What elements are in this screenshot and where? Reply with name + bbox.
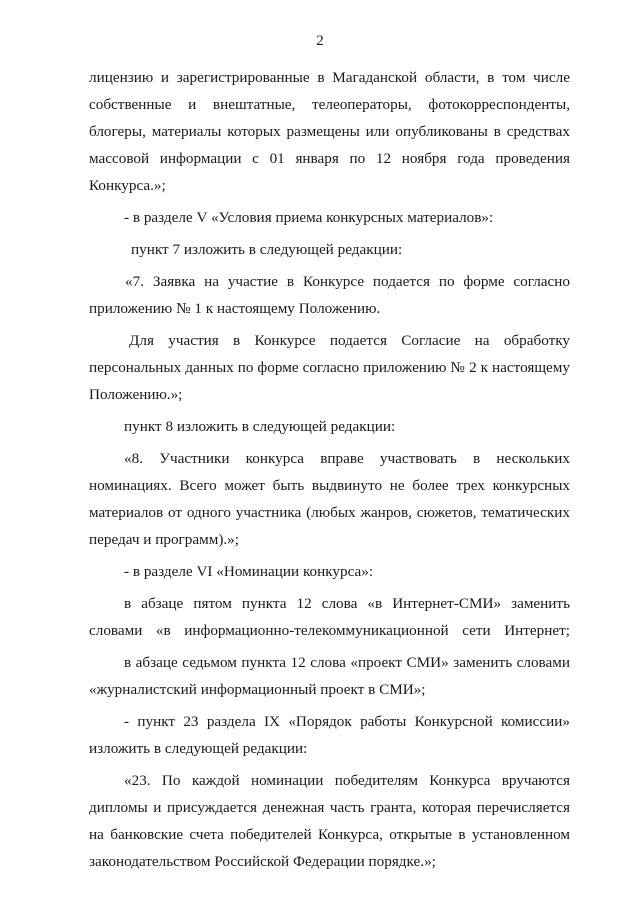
- text-line: Конкурса.»;: [89, 177, 166, 194]
- text-line: пункт 8 изложить в следующей редакции:: [124, 418, 396, 435]
- text-line: собственные и внештатные, телеоператоры, фотокорреспонденты,: [89, 96, 570, 113]
- text-line: - пункт 23 раздела IX «Порядок работы Конкурсной комиссии»: [124, 713, 570, 730]
- text-line: словами «в информационно-телекоммуникационной сети Интернет;: [89, 622, 570, 639]
- text-line: массовой информации с 01 января по 12 ноября года проведения: [89, 150, 570, 167]
- text-line: законодательством Российской Федерации порядке.»;: [89, 853, 436, 870]
- text-line: «журналистский информационный проект в СМИ»;: [89, 681, 426, 698]
- text-line: в абзаце седьмом пункта 12 слова «проект СМИ» заменить словами: [124, 654, 570, 671]
- text-line: передач и программ).»;: [89, 531, 239, 548]
- text-line: «23. По каждой номинации победителям Конкурса вручаются: [124, 772, 570, 789]
- page-number: 2: [316, 33, 324, 49]
- text-line: на банковские счета победителей Конкурса, открытые в установленном: [89, 826, 570, 843]
- text-line: изложить в следующей редакции:: [89, 740, 308, 757]
- text-line: Для участия в Конкурсе подается Согласие на обработку: [129, 332, 570, 349]
- text-line: дипломы и присуждается денежная часть гранта, которая перечисляется: [89, 799, 570, 816]
- text-line: приложению № 1 к настоящему Положению.: [89, 300, 381, 317]
- text-line: лицензию и зарегистрированные в Магаданской области, в том числе: [89, 69, 570, 86]
- text-line: «8. Участники конкурса вправе участвовать в нескольких: [124, 450, 570, 467]
- text-line: Положению.»;: [89, 386, 183, 403]
- text-line: номинациях. Всего может быть выдвинуто не более трех конкурсных: [89, 477, 570, 494]
- text-line: пункт 7 изложить в следующей редакции:: [131, 241, 403, 258]
- text-line: в абзаце пятом пункта 12 слова «в Интернет-СМИ» заменить: [124, 595, 570, 612]
- text-line: - в разделе V «Условия приема конкурсных материалов»:: [124, 209, 494, 226]
- text-line: «7. Заявка на участие в Конкурсе подается по форме согласно: [125, 273, 570, 290]
- text-line: материалов от одного участника (любых жанров, сюжетов, тематических: [89, 504, 570, 521]
- document-body: [89, 64, 570, 875]
- text-line: блогеры, материалы которых размещены или опубликованы в средствах: [89, 123, 570, 140]
- text-line: - в разделе VI «Номинации конкурса»:: [124, 563, 374, 580]
- text-line: персональных данных по форме согласно приложению № 2 к настоящему: [89, 359, 570, 376]
